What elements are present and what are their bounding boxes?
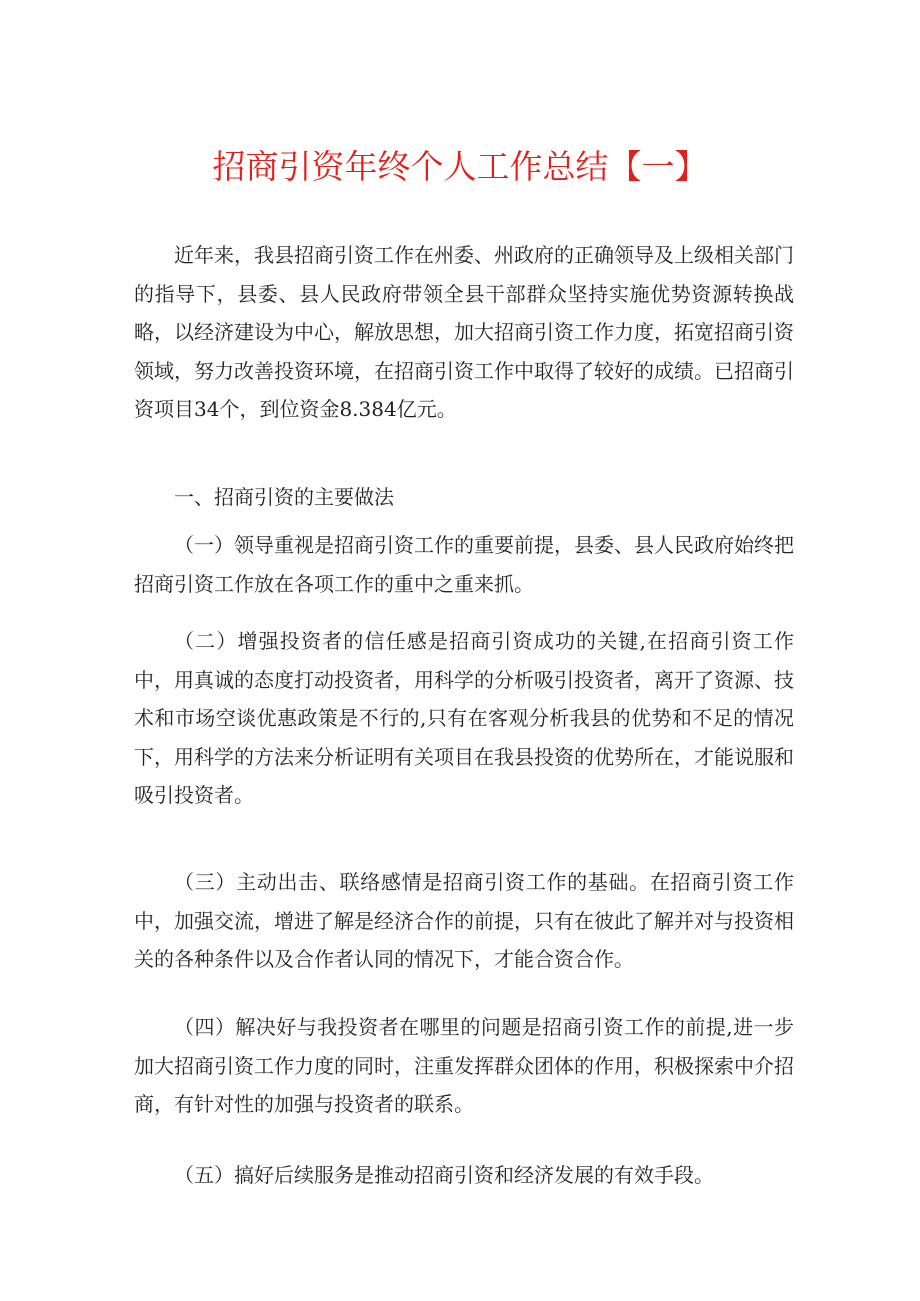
section-heading-main-practices: 一、招商引资的主要做法 bbox=[174, 485, 394, 509]
paragraph-item-5: （五）搞好后续服务是推动招商引资和经济发展的有效手段。 bbox=[174, 1163, 714, 1187]
paragraph-item-2: （二）增强投资者的信任感是招商引资成功的关键,在招商引资工作中，用真诚的态度打动投资者，用科学的分析吸引投资者，离开了资源、技术和市场空谈优惠政策是不行的,只有在客观分析我县的优势和不足的情况下，用科学的方法来分析证明有关项目在我县投资的优势所在，才能说服和吸引投资者。 bbox=[134, 629, 794, 807]
paragraph-item-3: （三）主动出击、联络感情是招商引资工作的基础。在招商引资工作中，加强交流，增进了解是经济合作的前提，只有在彼此了解并对与投资相关的各种条件以及合作者认同的情况下，才能合资合作。 bbox=[134, 870, 794, 971]
paragraph-item-1: （一）领导重视是招商引资工作的重要前提，县委、县人民政府始终把招商引资工作放在各项工作的重中之重来抓。 bbox=[134, 533, 794, 596]
paragraph-intro: 近年来，我县招商引资工作在州委、州政府的正确领导及上级相关部门的指导下，县委、县人民政府带领全县干部群众坚持实施优势资源转换战略，以经济建设为中心，解放思想，加大招商引资工作力度，拓宽招商引资领域，努力改善投资环境，在招商引资工作中取得了较好的成绩。已招商引资项目34个，到位资金8.384亿元。 bbox=[134, 243, 794, 421]
paragraph-item-4: （四）解决好与我投资者在哪里的问题是招商引资工作的前提,进一步加大招商引资工作力度的同时，注重发挥群众团体的作用，积极探索中介招商，有针对性的加强与投资者的联系。 bbox=[134, 1015, 794, 1116]
document-title: 招商引资年终个人工作总结【一】 bbox=[212, 147, 708, 186]
